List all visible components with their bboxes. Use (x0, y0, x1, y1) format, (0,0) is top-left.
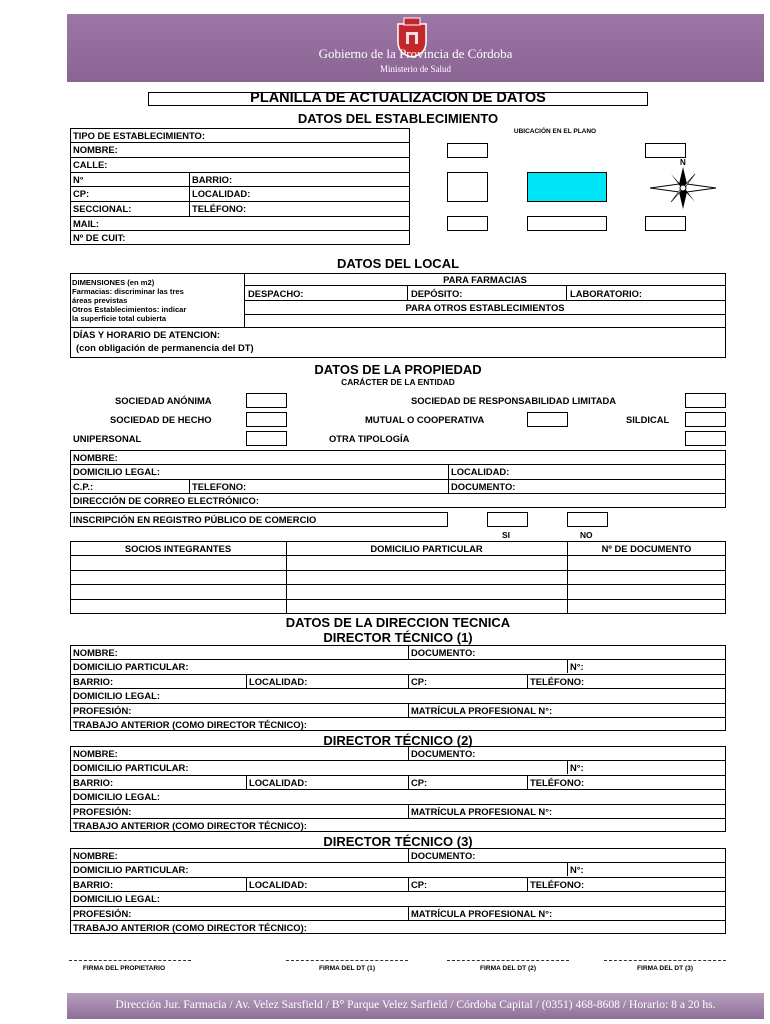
label-cuit: Nº DE CUIT: (73, 232, 126, 243)
dt1-label-barrio: BARRIO: (73, 676, 114, 687)
label-despacho: DESPACHO: (248, 288, 304, 299)
dt3-label-domicilio-particular: DOMICILIO PARTICULAR: (73, 864, 189, 875)
dt1-label-domicilio-particular: DOMICILIO PARTICULAR: (73, 661, 189, 672)
page-title: PLANILLA DE ACTUALIZACION DE DATOS (250, 90, 546, 106)
dimensiones-label: DIMENSIONES (en m2) Farmacias: discriminar las tres áreas previstas Otros Establecimientos: indicar la superficie total cubierta (72, 278, 187, 323)
checkbox-otra[interactable] (685, 431, 726, 446)
section-heading-propiedad: DATOS DE LA PROPIEDAD (314, 362, 482, 377)
dt3-label-profesion: PROFESIÓN: (73, 908, 132, 919)
signature-line-4 (604, 960, 726, 961)
dt3-label-trabajo-anterior: TRABAJO ANTERIOR (COMO DIRECTOR TÉCNICO): (73, 922, 307, 933)
label-deposito: DEPÓSITO: (411, 288, 463, 299)
label-tipo: TIPO DE ESTABLECIMIENTO: (73, 130, 205, 141)
firma-dt1: FIRMA DEL DT (1) (318, 965, 376, 972)
checkbox-unipersonal[interactable] (246, 431, 287, 446)
label-prop-telefono: TELEFONO: (192, 481, 247, 492)
dt3-label-nombre: NOMBRE: (73, 850, 118, 861)
dt1-label-documento: DOCUMENTO: (411, 647, 476, 658)
label-mutual: MUTUAL O COOPERATIVA (365, 414, 485, 425)
plano-cell-center[interactable] (527, 172, 607, 202)
signature-line-1 (69, 960, 191, 961)
dt2-label-localidad: LOCALIDAD: (249, 777, 308, 788)
dt1-label-numero: N°: (570, 661, 584, 672)
label-sildical: SILDICAL (626, 414, 670, 425)
dt1-label-telefono: TELÉFONO: (530, 676, 585, 687)
dt2-label-trabajo-anterior: TRABAJO ANTERIOR (COMO DIRECTOR TÉCNICO): (73, 820, 307, 831)
dt2-label-matricula: MATRÍCULA PROFESIONAL N°: (411, 806, 553, 817)
dt3-label-telefono: TELÉFONO: (530, 879, 585, 890)
socios-col-integrantes: SOCIOS INTEGRANTES (124, 543, 232, 554)
label-no: NO (580, 530, 593, 540)
label-nombre: NOMBRE: (73, 144, 118, 155)
firma-propietario: FIRMA DEL PROPIETARIO (82, 965, 166, 972)
para-otros-label: PARA OTROS ESTABLECIMIENTOS (405, 302, 565, 313)
para-farmacias-label: PARA FARMACIAS (443, 274, 527, 285)
plano-cell-tl[interactable] (447, 143, 488, 158)
dt2-label-numero: N°: (570, 762, 584, 773)
footer-text: Dirección Jur. Farmacia / Av. Velez Sarsfield / B° Parque Velez Sarfield / Córdoba Capital / (0351) 468-8608 / Horario: 8 a 20 hs. (115, 998, 716, 1011)
dt3-label-domicilio-legal: DOMICILIO LEGAL: (73, 893, 160, 904)
plano-cell-br[interactable] (645, 216, 686, 231)
ubicacion-label: UBICACIÓN EN EL PLANO (513, 128, 597, 135)
dt3-label-barrio: BARRIO: (73, 879, 114, 890)
label-barrio: BARRIO: (192, 174, 233, 185)
dt1-label-nombre: NOMBRE: (73, 647, 118, 658)
label-si: SI (502, 530, 510, 540)
firma-dt2: FIRMA DEL DT (2) (479, 965, 537, 972)
label-prop-cp: C.P.: (73, 481, 94, 492)
dt2-label-cp: CP: (411, 777, 428, 788)
header-title: Gobierno de la Provincia de Córdoba (318, 46, 513, 61)
dt2-label-telefono: TELÉFONO: (530, 777, 585, 788)
label-unipersonal: UNIPERSONAL (73, 433, 142, 444)
compass-rose-icon (650, 167, 720, 209)
label-srl: SOCIEDAD DE RESPONSABILIDAD LIMITADA (411, 395, 617, 406)
label-numero: N° (73, 174, 84, 185)
label-prop-nombre: NOMBRE: (73, 452, 118, 463)
plano-cell-ml[interactable] (447, 172, 488, 202)
dt2-label-domicilio-particular: DOMICILIO PARTICULAR: (73, 762, 189, 773)
dt1-label-matricula: MATRÍCULA PROFESIONAL N°: (411, 705, 553, 716)
checkbox-sildical[interactable] (685, 412, 726, 427)
signature-line-2 (286, 960, 408, 961)
label-sa: SOCIEDAD ANÓNIMA (115, 395, 212, 406)
dt1-heading: DIRECTOR TÉCNICO (1) (323, 630, 473, 645)
socios-col-documento: Nº DE DOCUMENTO (601, 543, 692, 554)
dt1-label-trabajo-anterior: TRABAJO ANTERIOR (COMO DIRECTOR TÉCNICO): (73, 719, 307, 730)
dt1-label-localidad: LOCALIDAD: (249, 676, 308, 687)
firma-dt3: FIRMA DEL DT (3) (636, 965, 694, 972)
section-heading-establecimiento: DATOS DEL ESTABLECIMIENTO (297, 111, 499, 126)
plano-cell-bl[interactable] (447, 216, 488, 231)
dt3-heading: DIRECTOR TÉCNICO (3) (323, 834, 473, 849)
dt2-label-barrio: BARRIO: (73, 777, 114, 788)
header-subtitle: Ministerio de Salud (380, 64, 451, 74)
dt2-label-domicilio-legal: DOMICILIO LEGAL: (73, 791, 160, 802)
dt2-label-nombre: NOMBRE: (73, 748, 118, 759)
label-calle: CALLE: (73, 159, 108, 170)
checkbox-srl[interactable] (685, 393, 726, 408)
label-mail: MAIL: (73, 218, 100, 229)
dt2-label-documento: DOCUMENTO: (411, 748, 476, 759)
label-horario-note: (con obligación de permanencia del DT) (76, 342, 254, 353)
plano-cell-bc[interactable] (527, 216, 607, 231)
label-registro: INSCRIPCIÓN EN REGISTRO PÚBLICO DE COMERCIO (73, 514, 317, 525)
caracter-label: CARÁCTER DE LA ENTIDAD (341, 377, 455, 387)
label-prop-documento: DOCUMENTO: (451, 481, 516, 492)
signature-line-3 (447, 960, 569, 961)
label-telefono: TELÉFONO: (192, 203, 247, 214)
dt3-label-matricula: MATRÍCULA PROFESIONAL N°: (411, 908, 553, 919)
dt1-label-cp: CP: (411, 676, 428, 687)
checkbox-sh[interactable] (246, 412, 287, 427)
label-sh: SOCIEDAD DE HECHO (110, 414, 212, 425)
dt3-label-cp: CP: (411, 879, 428, 890)
label-laboratorio: LABORATORIO: (570, 288, 643, 299)
socios-col-domicilio: DOMICILIO PARTICULAR (370, 543, 483, 554)
checkbox-registro-no[interactable] (567, 512, 608, 527)
dt3-label-localidad: LOCALIDAD: (249, 879, 308, 890)
checkbox-registro-si[interactable] (487, 512, 528, 527)
dt2-heading: DIRECTOR TÉCNICO (2) (323, 733, 473, 748)
label-prop-domicilio: DOMICILIO LEGAL: (73, 466, 160, 477)
dt2-label-profesion: PROFESIÓN: (73, 806, 132, 817)
checkbox-mutual[interactable] (527, 412, 568, 427)
section-heading-dt: DATOS DE LA DIRECCION TECNICA (285, 615, 511, 630)
label-horario: DÍAS Y HORARIO DE ATENCION: (73, 329, 221, 340)
label-prop-correo: DIRECCIÓN DE CORREO ELECTRÓNICO: (73, 495, 259, 506)
dt3-label-numero: N°: (570, 864, 584, 875)
label-seccional: SECCIONAL: (73, 203, 132, 214)
dt3-label-documento: DOCUMENTO: (411, 850, 476, 861)
dt1-label-domicilio-legal: DOMICILIO LEGAL: (73, 690, 160, 701)
dt1-label-profesion: PROFESIÓN: (73, 705, 132, 716)
section-heading-local: DATOS DEL LOCAL (336, 256, 460, 271)
checkbox-sa[interactable] (246, 393, 287, 408)
north-label: N (680, 158, 686, 167)
label-otra: OTRA TIPOLOGÍA (329, 433, 410, 444)
label-prop-localidad: LOCALIDAD: (451, 466, 510, 477)
label-cp: CP: (73, 188, 90, 199)
label-localidad: LOCALIDAD: (192, 188, 251, 199)
